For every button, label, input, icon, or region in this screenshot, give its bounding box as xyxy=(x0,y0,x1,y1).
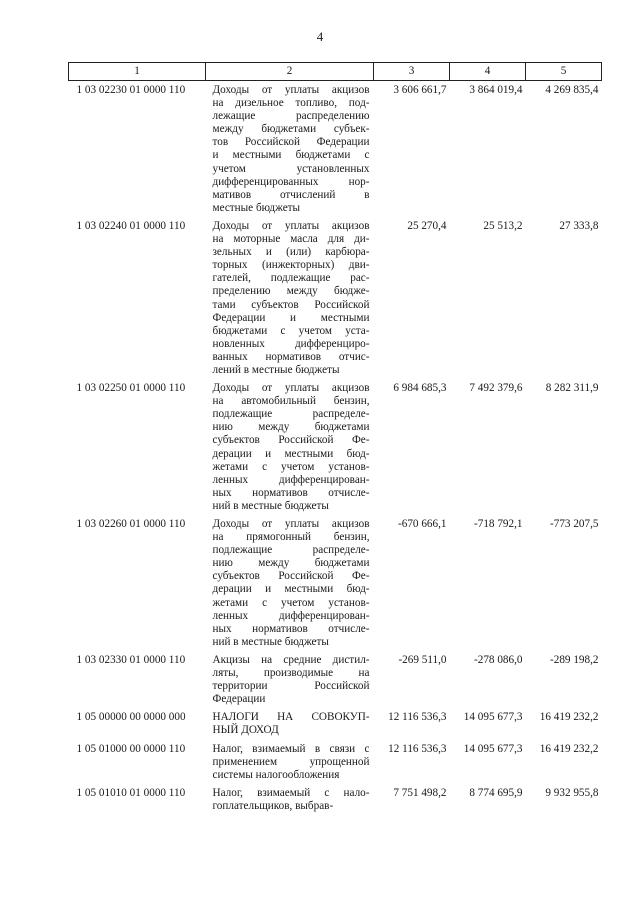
table-row xyxy=(69,708,602,739)
revenue-name-line: лежащие распределению xyxy=(212,110,370,123)
revenue-name-line: ных нормативов отчисле- xyxy=(212,622,370,635)
revenue-name-line: ванных нормативов отчис- xyxy=(212,350,370,363)
revenue-name-line: Акцизы на средние дистил- xyxy=(212,653,370,666)
revenue-name xyxy=(206,740,374,784)
revenue-name-line: подлежащие распределе- xyxy=(212,408,370,421)
amount-col-3: 12 116 536,3 xyxy=(388,711,447,724)
revenue-name-line: на прямогонный бензин, xyxy=(212,531,370,544)
table-row xyxy=(69,740,602,784)
revenue-table xyxy=(68,62,602,815)
revenue-name-line: применением упрощенной xyxy=(212,755,370,768)
revenue-name-line: учетом установленных xyxy=(212,162,370,175)
amount-col-3: 6 984 685,3 xyxy=(393,382,447,395)
revenue-name-line: Доходы от уплаты акцизов xyxy=(212,219,370,232)
amount-col-4: 8 774 695,9 xyxy=(469,786,523,799)
amount-col-4: 7 492 379,6 xyxy=(469,382,523,395)
revenue-name-line: на автомобильный бензин, xyxy=(212,395,370,408)
revenue-name-line: подлежащие распределе- xyxy=(212,544,370,557)
amount-col-5: 4 269 835,4 xyxy=(545,84,599,96)
revenue-name xyxy=(206,708,374,739)
amount-col-5: 8 282 311,9 xyxy=(545,382,599,395)
revenue-name-line: Налог, взимаемый с нало- xyxy=(212,786,370,799)
amount-col-3: 12 116 536,3 xyxy=(388,742,447,755)
revenue-name-line: новленных дифференциро- xyxy=(212,337,370,350)
table-row xyxy=(69,651,602,708)
revenue-name-line: на моторные масла для ди- xyxy=(212,233,370,246)
revenue-name-line: лений в местные бюджеты xyxy=(212,363,340,376)
revenue-name-line: Налог, взимаемый в связи с xyxy=(212,742,370,755)
page-number: 4 xyxy=(316,29,324,44)
table-row xyxy=(69,81,602,217)
budget-code: 1 03 02260 01 0000 110 xyxy=(76,518,186,530)
table-row xyxy=(69,784,602,815)
revenue-name-line: тов Российской Федерации xyxy=(212,136,370,149)
header-col-1: 1 xyxy=(69,63,206,81)
revenue-name-line: торных (инжекторных) дви- xyxy=(212,259,370,272)
table-header-row xyxy=(69,63,602,81)
amount-col-4: 3 864 019,4 xyxy=(469,84,523,96)
table-row xyxy=(69,379,602,515)
revenue-name xyxy=(206,379,374,515)
revenue-name-line: и местными бюджетами с xyxy=(212,149,370,162)
amount-col-3: -670 666,1 xyxy=(398,518,447,530)
revenue-name-line: гателей, подлежащие рас- xyxy=(212,272,370,285)
revenue-name-line: ленных дифференцирован- xyxy=(212,473,370,486)
revenue-name xyxy=(206,784,374,815)
revenue-name-line: Доходы от уплаты акцизов xyxy=(212,518,370,530)
revenue-name-line: дерации и местными бюд- xyxy=(212,447,370,460)
budget-code: 1 03 02230 01 0000 110 xyxy=(76,84,186,96)
revenue-name-line: территории Российской xyxy=(212,680,370,693)
revenue-name-line: Доходы от уплаты акцизов xyxy=(212,382,370,395)
budget-code: 1 05 01010 01 0000 110 xyxy=(76,786,186,799)
revenue-name-line: на дизельное топливо, под- xyxy=(212,97,370,110)
revenue-name-line: Федерации и местными xyxy=(212,311,370,324)
header-col-4: 4 xyxy=(450,63,526,81)
amount-col-4: 14 095 677,3 xyxy=(463,742,523,755)
amount-col-3: 3 606 661,7 xyxy=(393,84,447,96)
revenue-name-line: НЫЙ ДОХОД xyxy=(212,724,279,737)
header-col-2: 2 xyxy=(206,63,374,81)
revenue-name-line: ных нормативов отчисле- xyxy=(212,486,370,499)
revenue-name-line: гоплательщиков, выбрав- xyxy=(212,799,334,812)
amount-col-5: -773 207,5 xyxy=(550,518,599,530)
revenue-name xyxy=(206,651,374,708)
budget-code: 1 03 02250 01 0000 110 xyxy=(76,382,186,395)
revenue-name-line: субъектов Российской Фе- xyxy=(212,570,370,583)
amount-col-5: 27 333,8 xyxy=(559,219,599,232)
revenue-name-line: пределению между бюдже- xyxy=(212,285,370,298)
revenue-name-line: Федерации xyxy=(212,693,266,706)
revenue-name-line: бюджетами с учетом уста- xyxy=(212,324,370,337)
revenue-name-line: между бюджетами субъек- xyxy=(212,123,370,136)
revenue-name xyxy=(206,217,374,379)
revenue-name-line: системы налогообложения xyxy=(212,768,340,781)
amount-col-4: -278 086,0 xyxy=(474,653,523,666)
table-row xyxy=(69,515,602,651)
amount-col-4: 14 095 677,3 xyxy=(463,711,523,724)
revenue-name xyxy=(206,81,374,217)
revenue-name-line: местные бюджеты xyxy=(212,201,301,214)
budget-code: 1 05 01000 00 0000 110 xyxy=(76,742,186,755)
amount-col-4: -718 792,1 xyxy=(474,518,523,530)
revenue-name-line: субъектов Российской Фе- xyxy=(212,434,370,447)
revenue-name-line: НАЛОГИ НА СОВОКУП- xyxy=(212,711,370,724)
revenue-name-line: нию между бюджетами xyxy=(212,557,370,570)
amount-col-4: 25 513,2 xyxy=(483,219,523,232)
amount-col-5: 16 419 232,2 xyxy=(539,742,599,755)
revenue-name-line: Доходы от уплаты акцизов xyxy=(212,84,370,96)
budget-code: 1 03 02330 01 0000 110 xyxy=(76,653,186,666)
revenue-name-line: ний в местные бюджеты xyxy=(212,635,329,648)
header-col-3: 3 xyxy=(374,63,450,81)
revenue-name-line: нию между бюджетами xyxy=(212,421,370,434)
amount-col-3: 25 270,4 xyxy=(407,219,447,232)
revenue-name-line: жетами с учетом установ- xyxy=(212,460,370,473)
amount-col-5: -289 198,2 xyxy=(550,653,599,666)
budget-code: 1 03 02240 01 0000 110 xyxy=(76,219,186,232)
header-col-5: 5 xyxy=(526,63,602,81)
revenue-name-line: ний в местные бюджеты xyxy=(212,499,329,512)
amount-col-5: 16 419 232,2 xyxy=(539,711,599,724)
revenue-name-line: тами субъектов Российской xyxy=(212,298,370,311)
revenue-name-line: зельных и (или) карбюра- xyxy=(212,246,370,259)
revenue-name-line: жетами с учетом установ- xyxy=(212,596,370,609)
revenue-name-line: ляты, производимые на xyxy=(212,667,370,680)
amount-col-3: 7 751 498,2 xyxy=(393,786,447,799)
amount-col-5: 9 932 955,8 xyxy=(545,786,599,799)
amount-col-3: -269 511,0 xyxy=(398,653,447,666)
revenue-name xyxy=(206,515,374,651)
budget-code: 1 05 00000 00 0000 000 xyxy=(76,711,186,724)
table-body xyxy=(69,81,602,815)
revenue-name-line: дерации и местными бюд- xyxy=(212,583,370,596)
revenue-name-line: ленных дифференцирован- xyxy=(212,609,370,622)
table-row xyxy=(69,217,602,379)
revenue-name-line: дифференцированных нор- xyxy=(212,175,370,188)
revenue-name-line: мативов отчислений в xyxy=(212,188,370,201)
